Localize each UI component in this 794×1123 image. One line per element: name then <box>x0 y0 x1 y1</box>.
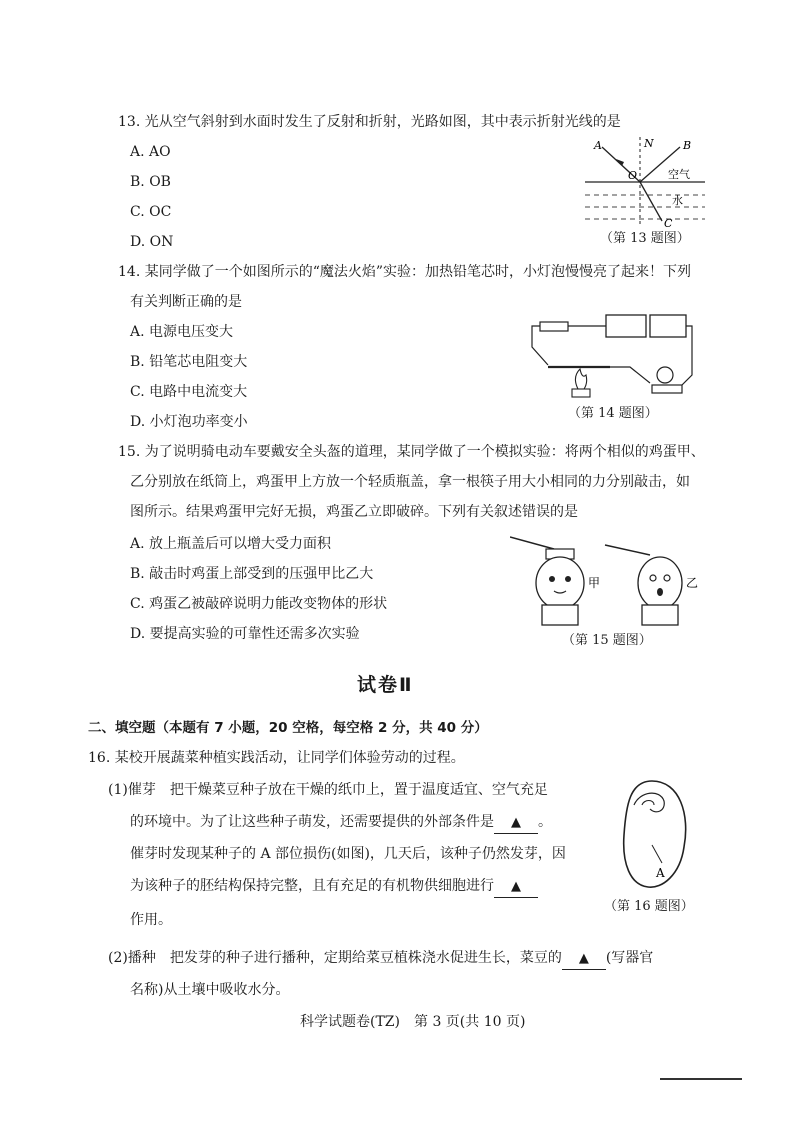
label-yi: 乙 <box>686 576 699 590</box>
q13-option-b: B. OB <box>130 174 171 190</box>
q16-p2-line1-post: (写器官 <box>605 950 654 966</box>
q16-p1-line1: (1)催芽 把干燥菜豆种子放在干燥的纸巾上，置于温度适宜、空气充足 <box>108 782 548 798</box>
egg-yi-mouth <box>657 588 663 596</box>
q14-option-c: C. 电路中电流变大 <box>130 384 248 400</box>
q15-option-a: A. 放上瓶盖后可以增大受力面积 <box>130 536 332 552</box>
q16-p1-line3: 催芽时发现某种子的 A 部位损伤(如图)，几天后，该种子仍然发芽，因 <box>130 846 566 862</box>
chopstick-yi <box>605 545 650 555</box>
q16-p1-line4-text: 为该种子的胚结构保持完整，且有充足的有机物供细胞进行 <box>130 878 494 894</box>
egg-jia <box>536 557 584 609</box>
bulb <box>657 367 673 383</box>
chopstick-jia <box>510 537 554 549</box>
switch <box>540 322 568 331</box>
q14-circuit-figure <box>520 305 700 405</box>
q16-p1-line5: 作用。 <box>130 912 172 928</box>
q15-stem-line2: 乙分别放在纸筒上，鸡蛋甲上方放一个轻质瓶盖，拿一根筷子用大小相同的力分别敲击，如 <box>130 474 690 490</box>
label-o: O <box>628 169 638 182</box>
wire-left <box>532 326 548 365</box>
q15-egg-figure <box>510 515 710 630</box>
q16-blank-1[interactable] <box>494 812 538 834</box>
q16-p1-line4 <box>130 876 538 898</box>
paper-tube-yi <box>642 605 678 625</box>
bulb-base <box>652 385 682 393</box>
q13-caption: （第 13 题图） <box>600 231 690 246</box>
q14-stem-line1: 14. 某同学做了一个如图所示的“魔法火焰”实验：加热铅笔芯时，小灯泡慢慢亮了起来！下列 <box>118 264 692 280</box>
q15-stem-line3: 图所示。结果鸡蛋甲完好无损，鸡蛋乙立即破碎。下列有关叙述错误的是 <box>130 504 578 520</box>
q16-stem: 16. 某校开展蔬菜种植实践活动，让同学们体验劳动的过程。 <box>88 750 465 766</box>
label-c: C <box>664 217 673 230</box>
q14-option-d: D. 小灯泡功率变小 <box>130 414 248 430</box>
egg-jia-eye-right <box>565 576 571 582</box>
wire-bottom <box>610 367 650 383</box>
label-air: 空气 <box>668 168 690 181</box>
blank-triangle-icon: ▲ <box>511 815 521 830</box>
q13-stem: 13. 光从空气斜射到水面时发生了反射和折射，光路如图，其中表示折射光线的是 <box>118 114 621 130</box>
battery-1 <box>606 315 646 337</box>
q15-stem-line1: 15. 为了说明骑电动车要戴安全头盔的道理，某同学做了一个模拟实验：将两个相似的鸡蛋甲、 <box>118 444 705 460</box>
blank-triangle-icon: ▲ <box>578 951 589 966</box>
scan-edge-mark <box>660 1078 742 1080</box>
q16-p1-line2 <box>130 812 552 834</box>
q13-option-d: D. ON <box>130 234 174 250</box>
egg-yi <box>638 557 682 609</box>
seed-outline <box>624 781 686 887</box>
q16-p2-line1 <box>108 948 653 970</box>
flame <box>575 369 586 389</box>
q13-refraction-figure <box>580 135 710 230</box>
q16-blank-2[interactable] <box>494 876 538 898</box>
battery-2 <box>650 315 686 337</box>
blank-triangle-icon: ▲ <box>511 879 521 894</box>
page-footer: 科学试题卷(TZ) 第 3 页(共 10 页) <box>300 1014 526 1030</box>
q13-option-a: A. AO <box>130 144 171 160</box>
q15-caption: （第 15 题图） <box>562 633 652 648</box>
q16-blank-3[interactable] <box>562 948 606 970</box>
q15-option-d: D. 要提高实验的可靠性还需多次实验 <box>130 626 360 642</box>
q16-period: 。 <box>538 814 552 830</box>
paper-tube-jia <box>542 605 578 625</box>
ray-ao-arrow <box>616 159 624 166</box>
section-title: 试卷Ⅱ <box>357 674 414 696</box>
label-b: B <box>683 139 692 152</box>
label-n: N <box>644 137 654 150</box>
q16-p1-line2-text: 的环境中。为了让这些种子萌发，还需要提供的外部条件是 <box>130 814 494 830</box>
part2-header: 二、填空题（本题有 7 小题，20 空格，每空格 2 分，共 40 分） <box>88 720 488 736</box>
q16-caption: （第 16 题图） <box>604 899 694 914</box>
q16-p2-line1-text: (2)播种 把发芽的种子进行播种，定期给菜豆植株浇水促进生长，菜豆的 <box>108 950 562 966</box>
q14-stem-line2: 有关判断正确的是 <box>130 294 242 310</box>
q14-option-a: A. 电源电压变大 <box>130 324 234 340</box>
alcohol-lamp <box>572 389 590 397</box>
q16-p2-line2: 名称)从土壤中吸收水分。 <box>130 982 290 998</box>
q15-option-b: B. 敲击时鸡蛋上部受到的压强甲比乙大 <box>130 566 374 582</box>
label-a-seed: A <box>656 866 665 880</box>
label-water: 水 <box>672 194 683 207</box>
q14-option-b: B. 铅笔芯电阻变大 <box>130 354 248 370</box>
q13-option-c: C. OC <box>130 204 172 220</box>
q14-caption: （第 14 题图） <box>568 406 658 421</box>
ray-oc <box>640 182 662 221</box>
egg-jia-eye-left <box>549 576 555 582</box>
q16-seed-figure <box>612 775 692 893</box>
label-jia: 甲 <box>588 576 601 590</box>
q15-option-c: C. 鸡蛋乙被敲碎说明力能改变物体的形状 <box>130 596 388 612</box>
label-a: A <box>594 139 602 152</box>
